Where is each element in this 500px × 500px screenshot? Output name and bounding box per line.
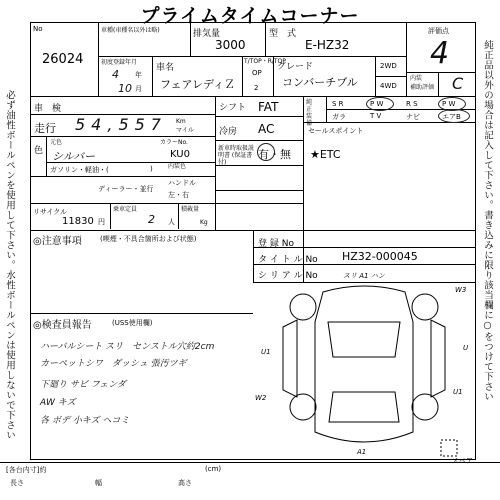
grade-label: グレード [277, 62, 314, 72]
inspector-line-3: 下廻り サビ フェンダ [40, 380, 126, 390]
selling-point-text: ★ETC [310, 148, 341, 161]
car-name-value: フェアレディＺ [160, 78, 236, 91]
fuel-label: ガソリン・軽油・( [50, 166, 109, 174]
handle-value: 左・右 [168, 191, 189, 199]
serial-no-label: シ リ ア ル No [258, 271, 318, 281]
recycle-label: リサイクル [33, 208, 68, 216]
displacement-label: 排気量 [193, 29, 221, 39]
diagram-top-note: スリ A1 ハン [343, 272, 385, 280]
selling-point-label: セールスポイント [308, 127, 364, 135]
fuel-close: ) [150, 165, 153, 173]
drive-2wd: 2WD [380, 62, 397, 70]
model-label: 車種(車種名以外は略) [101, 27, 160, 34]
no-label: No [33, 25, 43, 33]
equip-sr: S R [332, 100, 344, 108]
unit-cm: (cm) [205, 465, 222, 473]
record-value: 有・無 [258, 148, 291, 161]
seats-value: 2 [254, 84, 259, 92]
mileage-value: 54,557 [75, 115, 167, 134]
drive-4wd: 4WD [380, 82, 397, 90]
model-type-value: E-HZ32 [305, 38, 350, 52]
mileage-unit-mile: マイル [176, 127, 194, 134]
int-color-label: 内装色 [168, 163, 187, 170]
color-label: 色 [34, 146, 44, 156]
diagram-right-u: U [463, 344, 469, 352]
interior-label: 内装 [410, 75, 423, 82]
recycle-value: 11830 [62, 216, 94, 227]
equipment-label: 純正装備 [306, 99, 313, 127]
capacity-unit: 人 [168, 218, 175, 226]
diagram-right-u1: U1 [453, 388, 463, 396]
height-label: 高さ [178, 479, 192, 487]
inspector-line-5: 各 ボデ 小キズ ヘコミ [40, 416, 130, 426]
diagram-left-w2: W2 [255, 394, 267, 402]
reg-year: 4 [112, 68, 119, 81]
original-color-label: 元色 [50, 139, 63, 146]
sheet-title: プライムタイムコーナー [140, 5, 360, 27]
capacity-value: 2 [148, 213, 155, 226]
equip-pw2: P W [442, 100, 456, 108]
title-no-label: タ イ ト ル No [258, 255, 318, 265]
notes-header: ◎注意事項 [33, 236, 82, 247]
equip-navi: ナビ [406, 113, 420, 121]
equip-pw-circle [366, 97, 394, 111]
reg-year-unit: 年 [135, 71, 142, 79]
record-circle-mark [257, 143, 275, 161]
shift-value: FAT [258, 100, 279, 114]
lot-number: 26024 [42, 52, 84, 67]
car-name-label: 車名 [156, 63, 175, 73]
score-label: 評価点 [428, 27, 449, 35]
equip-ps: R S [406, 100, 418, 108]
type-label: 型 式 [269, 29, 297, 39]
handle-label: ハンドル [168, 179, 196, 187]
spare-label: スペア [452, 457, 473, 465]
serial-no-value: HZ32-000045 [342, 250, 418, 263]
color-value: シルバー [52, 150, 95, 163]
record-label: 新車時取扱説明書 (保証書付) [218, 145, 255, 166]
ac-value: AC [258, 122, 275, 136]
equip-airbag-circle [438, 109, 470, 123]
inspector-header: ◎検査員報告 [33, 320, 92, 331]
inspector-line-2: カーペットシワ ダッシュ 張汚ツギ [40, 359, 187, 369]
load-label: 積載量 [181, 206, 200, 213]
equip-tv: T V [370, 112, 382, 120]
notes-sub: (喫煙・不具合箇所および状態) [100, 235, 197, 243]
tt-label: T/TOP・R/TOP [244, 58, 286, 65]
mileage-unit-km: Km [176, 118, 186, 125]
diagram-right-w3: W3 [455, 286, 467, 294]
width-label: 幅 [95, 479, 102, 487]
recycle-unit: 円 [98, 218, 105, 226]
interior-sub-label: 補助評価 [410, 84, 435, 91]
inspector-line-1: ハーバルシート スリ センストル穴約2cm [40, 342, 215, 352]
diagram-left-u1: U1 [261, 348, 271, 356]
grade-value: コンバーチブル [282, 76, 358, 89]
mileage-label: 走行 [34, 122, 56, 135]
right-side-note: 純正品以外の場合は記入して下さい。書き込みに限り該当欄に○をつけて下さい [482, 40, 493, 402]
reg-month: 10 [118, 82, 132, 95]
inspection-label: 車 検 [34, 104, 62, 114]
dealer-label: ディーラー・並行 [98, 185, 154, 193]
first-reg-label: 初度登録年月 [101, 59, 138, 66]
inspector-line-4: AW キズ [40, 398, 76, 408]
diagram-bottom-a1: A1 [357, 448, 367, 456]
left-side-note: 必ず油性ボールペンを使用して下さい。水性ボールペンは使用しないで下さい [4, 90, 15, 440]
score-value: 4 [430, 36, 450, 71]
color-no-label: カラーNo. [160, 139, 188, 146]
length-label: 長さ [10, 479, 24, 487]
capacity-label: 乗車定員 [113, 206, 138, 213]
reg-no-label: 登 録 No [258, 239, 294, 249]
tt-value: OP [252, 69, 262, 77]
interior-grade: C [452, 74, 464, 93]
reg-month-unit: 月 [135, 85, 142, 93]
ac-label: 冷房 [219, 127, 238, 137]
equip-glass: ガラ [332, 113, 346, 121]
displacement-value: 3000 [215, 38, 246, 52]
equip-pw: P W [370, 100, 384, 108]
shift-label: シフト [219, 103, 247, 113]
dims-label: [各台内寸]約 [6, 466, 47, 474]
load-unit: Kg [200, 219, 208, 226]
equip-airbag: エアB [442, 113, 461, 121]
color-no-value: KU0 [170, 149, 190, 160]
inspector-sub: (USS使用欄) [112, 319, 153, 327]
